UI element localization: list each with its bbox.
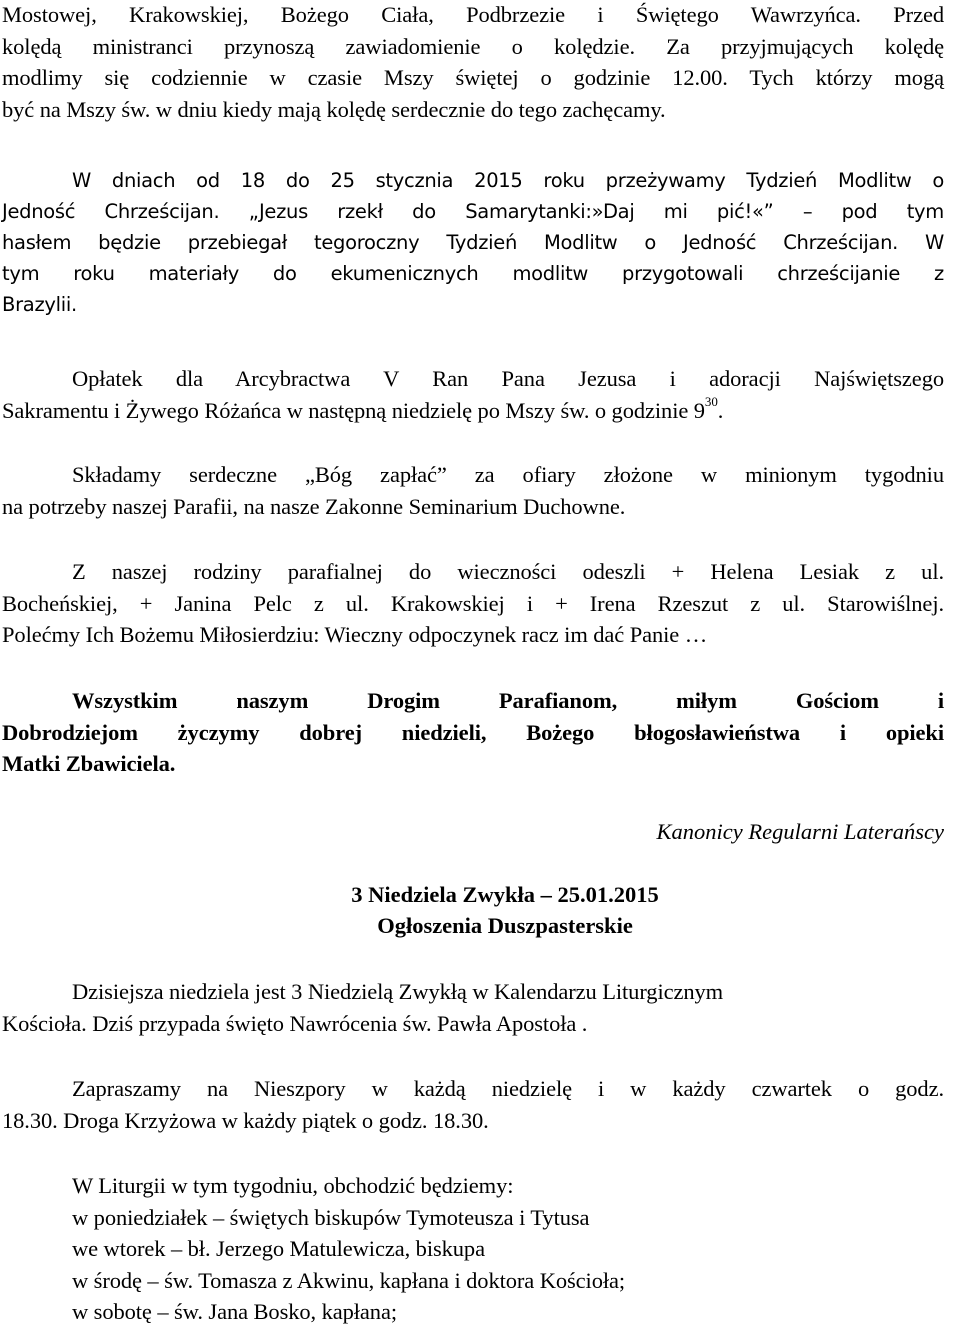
prayer-week-paragraph (2, 165, 944, 320)
oplatek-end: . (717, 397, 724, 423)
paragraph-line: Wszystkim naszym Drogim Parafianom, miłym Gościom i (72, 688, 944, 713)
paragraph-line (2, 395, 944, 427)
liturgy-intro: W Liturgii w tym tygodniu, obchodzić będziemy: (72, 1173, 514, 1198)
paragraph-line: Dobrodziejom życzymy dobrej niedzieli, Bożego błogosławieństwa i opieki (2, 719, 944, 745)
wishes-paragraph (2, 685, 944, 780)
carol-visit-paragraph (2, 0, 944, 125)
deceased-paragraph (2, 556, 944, 651)
time-superscript: 30 (704, 394, 718, 409)
paragraph-line: Jedność Chrześcijan. „Jezus rzekł do Samarytanki:»Daj mi pić!«” – pod tym (2, 200, 944, 223)
paragraph-line: tym roku materiały do ekumenicznych modlitw przygotowali chrześcijanie z (2, 262, 944, 285)
oplatek-text: Sakramentu i Żywego Różańca w następną niedzielę po Mszy św. o godzinie 9 (2, 397, 705, 423)
paragraph-line: na potrzeby naszej Parafii, na nasze Zakonne Seminarium Duchowne. (2, 493, 626, 519)
liturgy-item: we wtorek – bł. Jerzego Matulewicza, biskupa (72, 1236, 485, 1261)
liturgy-item: w poniedziałek – świętych biskupów Tymoteusza i Tytusa (72, 1204, 590, 1230)
oplatek-paragraph (2, 363, 944, 426)
bulletin-date: 3 Niedziela Zwykła – 25.01.2015 (351, 882, 659, 907)
paragraph-line: kolędą ministranci przynoszą zawiadomienie o kolędzie. Za przyjmujących kolędę (2, 33, 944, 59)
paragraph-line: 18.30. Droga Krzyżowa w każdy piątek o godz. 18.30. (2, 1107, 489, 1133)
paragraph-line: być na Mszy św. w dniu kiedy mają kolędę serdecznie do tego zachęcamy. (2, 96, 666, 122)
paragraph-line: Matki Zbawiciela. (2, 751, 176, 776)
paragraph-line: Bocheńskiej, + Janina Pelc z ul. Krakowskiej i + Irena Rzeszut z ul. Starowiślnej. (2, 590, 944, 616)
signature: Kanonicy Regularni Laterańscy (656, 819, 944, 844)
paragraph-line: modlimy się codziennie w czasie Mszy świętej o godzinie 12.00. Tych którzy mogą (2, 65, 944, 90)
paragraph-line: Składamy serdeczne „Bóg zapłać” za ofiary złożone w minionym tygodniu (72, 462, 944, 487)
vespers-paragraph (2, 1073, 944, 1136)
paragraph-line: Kościoła. Dziś przypada święto Nawrócenia św. Pawła Apostoła . (2, 1010, 588, 1036)
paragraph-line: Opłatek dla Arcybractwa V Ran Pana Jezusa i adoracji Najświętszego (72, 366, 944, 391)
paragraph-line: Z naszej rodziny parafialnej do wieczności odeszli + Helena Lesiak z ul. (72, 559, 944, 584)
paragraph-line: Mostowej, Krakowskiej, Bożego Ciała, Podbrzezie i Świętego Wawrzyńca. Przed (2, 2, 944, 27)
thanks-paragraph (2, 459, 944, 522)
paragraph-line: Dzisiejsza niedziela jest 3 Niedzielą Zwykłą w Kalendarzu Liturgicznym (72, 979, 724, 1004)
bulletin-heading (300, 879, 710, 941)
today-paragraph (2, 976, 944, 1039)
paragraph-line: W dniach od 18 do 25 stycznia 2015 roku przeżywamy Tydzień Modlitw o (72, 169, 944, 192)
paragraph-line: Zapraszamy na Nieszpory w każdą niedzielę i w każdy czwartek o godz. (72, 1076, 944, 1101)
liturgy-item: w środę – św. Tomasza z Akwinu, kapłana i doktora Kościoła; (72, 1267, 626, 1293)
paragraph-line: Brazylii. (2, 293, 77, 316)
liturgy-item: w sobotę – św. Jana Bosko, kapłana; (72, 1299, 397, 1324)
bulletin-title: Ogłoszenia Duszpasterskie (377, 913, 633, 938)
liturgy-list (72, 1170, 942, 1328)
paragraph-line: Polećmy Ich Bożemu Miłosierdziu: Wieczny odpoczynek racz im dać Panie … (2, 622, 708, 647)
paragraph-line: hasłem będzie przebiegał tegoroczny Tydzień Modlitw o Jedność Chrześcijan. W (2, 231, 944, 254)
